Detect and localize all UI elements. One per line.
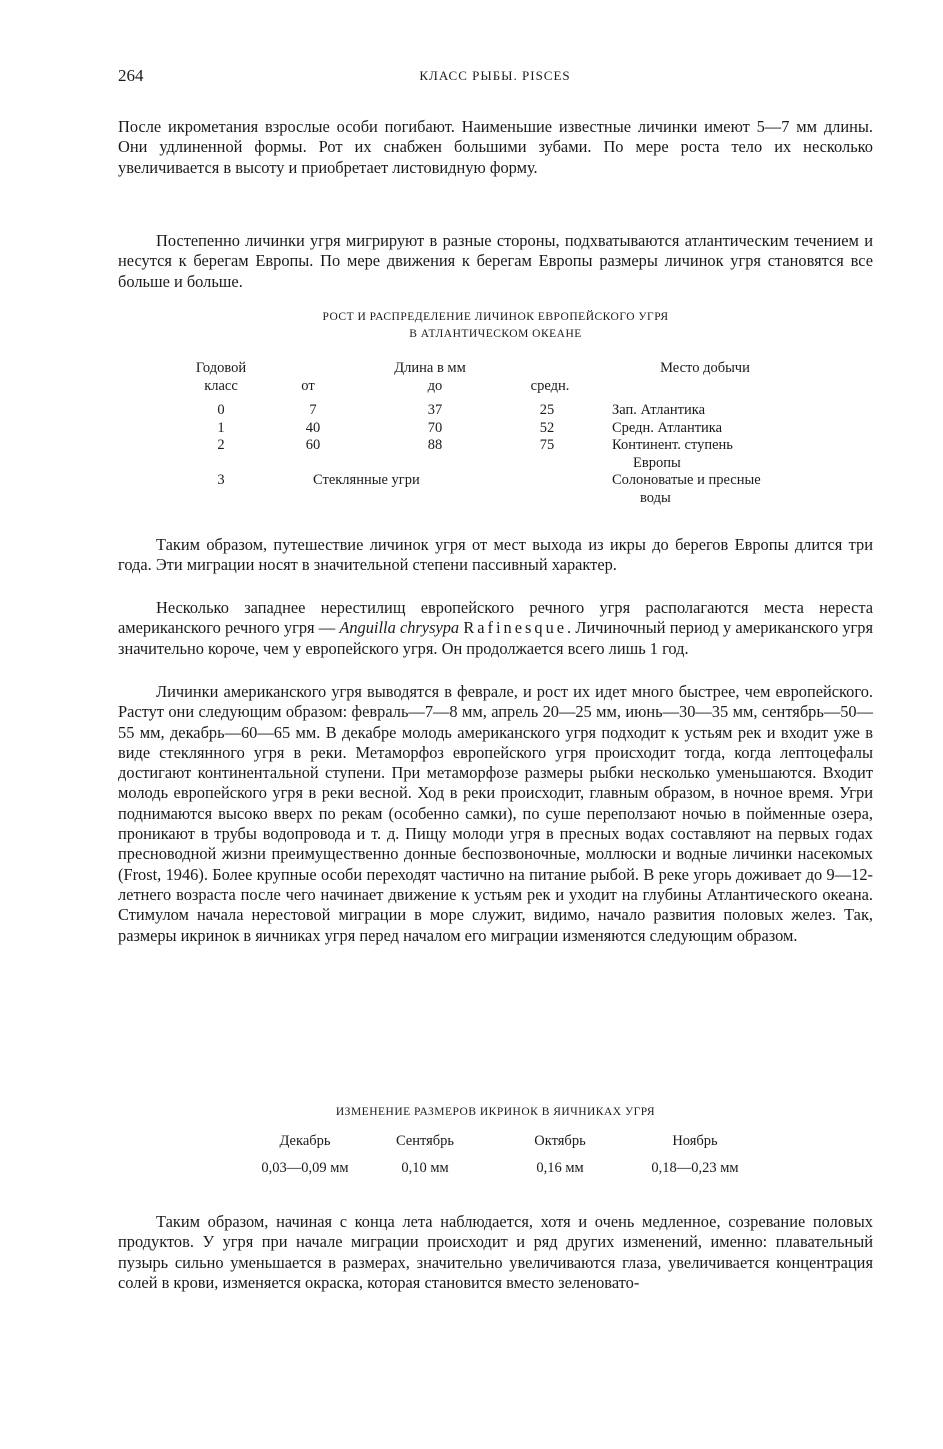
- cell-place: Солоноватые и пресные: [612, 472, 761, 488]
- th-year-class-2: класс: [204, 378, 238, 394]
- th-to: до: [427, 378, 443, 394]
- page-number: 264: [118, 66, 144, 85]
- cell-class: 2: [217, 437, 225, 453]
- table2-title: ИЗМЕНЕНИЕ РАЗМЕРОВ ИКРИНОК В ЯИЧНИКАХ УГРЯ: [335, 1106, 656, 1118]
- cell-class: 0: [217, 402, 225, 418]
- month-header: Октябрь: [534, 1133, 586, 1149]
- cell-class: 3: [217, 472, 225, 488]
- th-length-group: Длина в мм: [394, 360, 466, 376]
- cell-place-cont: воды: [640, 490, 671, 506]
- egg-size-value: 0,18—0,23 мм: [651, 1160, 739, 1176]
- cell-from: 40: [305, 420, 321, 436]
- paragraph-2: Постепенно личинки угря мигрируют в разные стороны, подхватываются атлантическим течением и несутся к берегам Европы. По мере движения к берегам Европы размеры личинок угря становятся все больше и больше.: [118, 231, 873, 291]
- cell-to: 37: [427, 402, 443, 418]
- th-avg: средн.: [530, 378, 570, 394]
- egg-size-value: 0,16 мм: [536, 1160, 584, 1176]
- paragraph-3: Таким образом, путешествие личинок угря от мест выхода из икры до берегов Европы длится три года. Эти миграции носят в значительной степени пассивный характер.: [118, 535, 873, 575]
- page-header: [118, 66, 872, 88]
- egg-size-value: 0,03—0,09 мм: [261, 1160, 349, 1176]
- cell-place: Континент. ступень: [612, 437, 733, 453]
- paragraph-5: Личинки американского угря выводятся в феврале, и рост их идет много быстрее, чем европейского. Растут они следующим образом: февраль—7—8 мм, апрель 20—25 мм, июнь—30—35 мм, сентябрь—50—55 мм, декабрь—60—65 мм. В декабре молодь американского угря подходит к устьям рек и входит уже в виде стеклянного угря в реки. Метаморфоз европейского угря происходит тогда, когда лептоцефалы достигают континентальной ступени. При метаморфозе размеры рыбки несколько уменьшаются. Входит молодь европейского угря в реки весной. Ход в реки происходит, главным образом, в ночное время. Угри поднимаются высоко вверх по рекам (особенно самки), по суше переползают ночью в пойменные озера, проникают в трубы водопровода и т. д. Пищу молоди угря в пресных водах составляют на первых годах пресноводной жизни преимущественно донные беспозвоночные, моллюски и водные личинки насекомых (Frost, 1946). Более крупные особи переходят частично на питание рыбой. В реке угорь доживает до 9—12-летнего возраста после чего начинает движение к устьям рек и уходит на глубины Атлантического океана. Стимулом начала нерестовой миграции в море служит, видимо, начало развития половых желез. Так, размеры икринок в яичниках угря перед началом его миграции изменяются следующим образом.: [118, 682, 873, 945]
- cell-place: Средн. Атлантика: [612, 420, 723, 436]
- paragraph-4-text: Несколько западнее нерестилищ европейского речного угря располагаются места нереста американского речного угря —: [118, 598, 873, 638]
- running-title: КЛАСС РЫБЫ. PISCES: [419, 68, 571, 83]
- paragraph-4: [118, 598, 873, 659]
- cell-class: 1: [217, 420, 225, 436]
- cell-avg: 75: [539, 437, 555, 453]
- th-place: Место добычи: [660, 360, 750, 376]
- paragraph-1: После икрометания взрослые особи погибают. Наименьшие известные личинки имеют 5—7 мм длины. Они удлиненной формы. Рот их снабжен большими зубами. По мере роста тело их несколько увеличивается в высоту и приобретает листовидную форму.: [118, 117, 873, 177]
- cell-place-cont: Европы: [633, 455, 681, 471]
- egg-size-value: 0,10 мм: [401, 1160, 449, 1176]
- cell-place: Зап. Атлантика: [612, 402, 706, 418]
- table1-title-line2: В АТЛАНТИЧЕСКОМ ОКЕАНЕ: [409, 328, 582, 340]
- cell-avg: 52: [539, 420, 555, 436]
- species-author: Rafinesque: [463, 618, 568, 638]
- cell-to: 70: [427, 420, 443, 436]
- month-header: Ноябрь: [672, 1133, 718, 1149]
- th-from: от: [301, 378, 315, 394]
- cell-from: 7: [309, 402, 317, 418]
- month-header: Декабрь: [279, 1133, 331, 1149]
- month-header: Сентябрь: [395, 1133, 455, 1149]
- cell-avg: 25: [539, 402, 555, 418]
- paragraph-4-rest: . Личиночный период у американского угря значительно короче, чем у европейского угря. Он продолжается всего лишь 1 год.: [118, 618, 873, 658]
- paragraph-6: Таким образом, начиная с конца лета наблюдается, хотя и очень медленное, созревание половых продуктов. У угря при начале миграции происходит и ряд других изменений, именно: плавательный пузырь сильно уменьшается в размерах, значительно увеличиваются глаза, увеличивается концентрация солей в крови, изменяется окраска, которая становится вместо зеленовато-: [118, 1212, 873, 1292]
- th-year-class-1: Годовой: [195, 360, 247, 376]
- species-name: Anguilla chrysypa: [339, 618, 460, 638]
- cell-glass-eels: Стеклянные угри: [313, 472, 420, 488]
- cell-to: 88: [427, 437, 443, 453]
- table1-title-line1: РОСТ И РАСПРЕДЕЛЕНИЕ ЛИЧИНОК ЕВРОПЕЙСКОГО УГРЯ: [322, 311, 669, 323]
- cell-from: 60: [305, 437, 321, 453]
